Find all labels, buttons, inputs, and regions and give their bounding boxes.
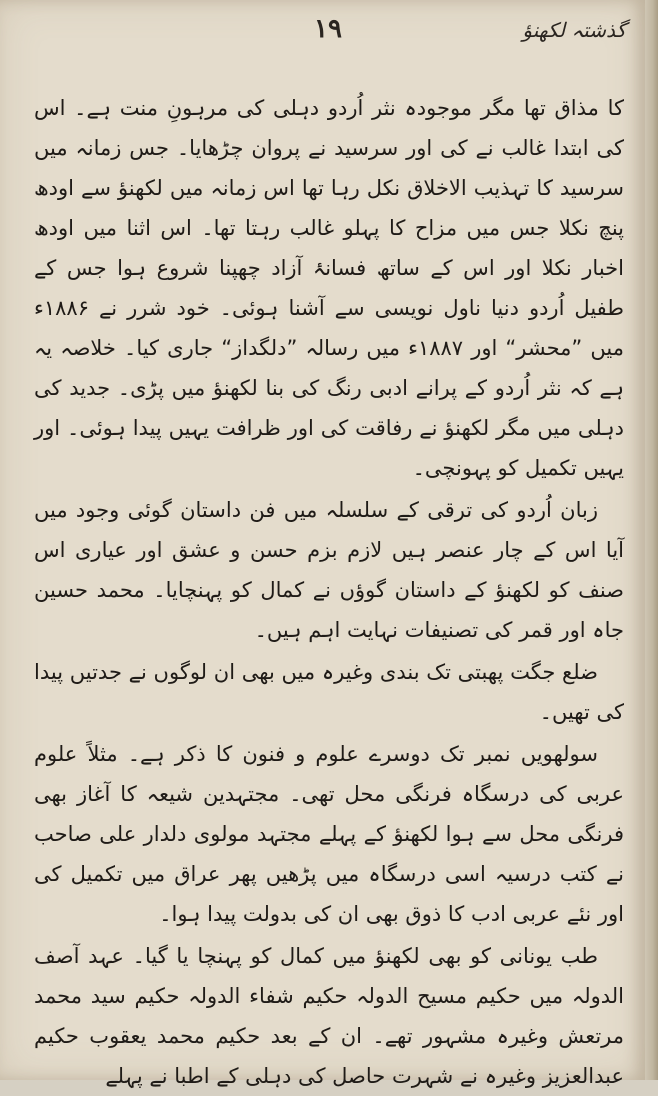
paragraph-5: طب یونانی کو بھی لکھنؤ میں کمال کو پہنچا یا گیا۔ عہد آصف الدولہ میں حکیم مسیح الدولہ حکیم شفاء الدولہ حکیم سید محمد مرتعش وغیرہ مشہور تھے۔ ان کے بعد حکیم محمد یعقوب حکیم عبدالعزیز وغیرہ نے شہرت حاصل کی دہلی کے اطبا نے پہلے: [34, 944, 624, 1088]
paragraph-2: زبان اُردو کی ترقی کے سلسلہ میں فن داستان گوئی وجود میں آیا اس کے چار عنصر ہیں لازم بزم حسن و عشق اور عیاری اس صنف کو لکھنؤ کے داستان گوؤں نے کمال کو پہنچایا۔ محمد حسین جاہ اور قمر کی تصنیفات نہایت اہم ہیں۔: [34, 498, 624, 642]
paragraph-4: سولھویں نمبر تک دوسرے علوم و فنون کا ذکر ہے۔ مثلاً علوم عربی کی درسگاہ فرنگی محل تھی۔ مجتہدین شیعہ کا آغاز بھی فرنگی محل سے ہوا لکھنؤ کے پہلے مجتہد مولوی دلدار علی صاحب نے کتب درسیہ اسی درسگاہ میں پڑھیں پھر عراق میں تکمیل کی اور نئے عربی ادب کا ذوق بھی ان کی بدولت پیدا ہوا۔: [34, 742, 624, 926]
body-text: [34, 88, 624, 1096]
page-edge: [645, 0, 658, 1080]
page-number: ۱۹: [314, 14, 342, 44]
paragraph-1: کا مذاق تھا مگر موجودہ نثر اُردو دہلی کی مرہونِ منت ہے۔ اس کی ابتدا غالب نے کی اور سرسید نے پروان چڑھایا۔ جس زمانہ میں سرسید کا تہذیب الاخلاق نکل رہا تھا اس زمانہ میں لکھنؤ سے اودھ پنچ نکلا جس میں مزاح کا پہلو غالب رہتا تھا۔ اس اثنا میں اودھ اخبار نکلا اور اس کے ساتھ فسانۂ آزاد چھپنا شروع ہوا جس کے طفیل اُردو دنیا ناول نویسی سے آشنا ہوئی۔ خود شرر نے ۱۸۸۶ء میں ”محشر“ اور ۱۸۸۷ء میں رسالہ ”دلگداز“ جاری کیا۔ خلاصہ یہ ہے کہ نثر اُردو کے پرانے ادبی رنگ کی بنا لکھنؤ میں پڑی۔ جدید کی دہلی میں مگر لکھنؤ نے رفاقت کی اور ظرافت یہیں پیدا ہوئی۔ اور یہیں تکمیل کو پہونچی۔: [34, 96, 624, 480]
paragraph-3: ضلع جگت پھبتی تک بندی وغیرہ میں بھی ان لوگوں نے جدتیں پیدا کی تھیں۔: [34, 660, 624, 724]
running-head: [26, 14, 626, 50]
running-title: گذشتہ لکھنؤ: [522, 18, 626, 42]
